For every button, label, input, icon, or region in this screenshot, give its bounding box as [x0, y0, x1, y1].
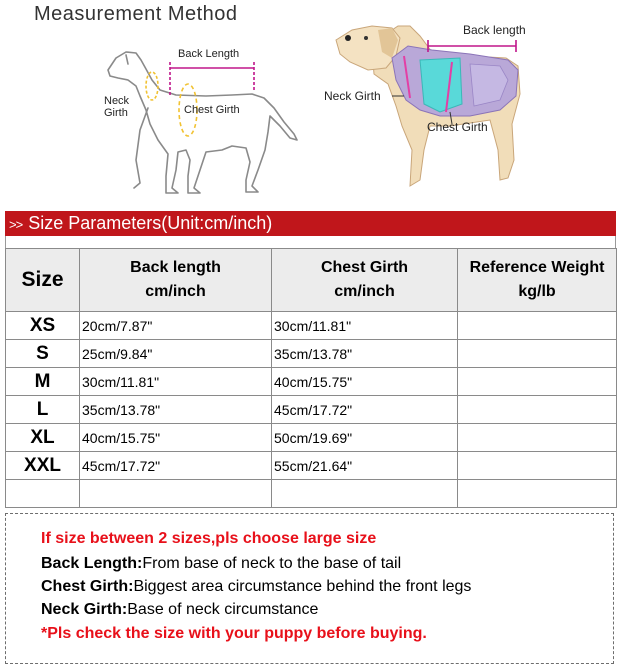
double-chevron-icon: >> [9, 217, 23, 232]
note-back-length-term: Back Length: [41, 555, 143, 572]
header-reference-weight: Reference Weight kg/lb [458, 249, 617, 312]
note-chest-girth-desc: Biggest area circumstance behind the front legs [133, 578, 472, 595]
empty-cell [458, 480, 617, 508]
page-title: Measurement Method [34, 3, 238, 25]
weight-cell [458, 424, 617, 452]
chest-girth-cell: 50cm/19.69" [272, 424, 458, 452]
measurement-diagrams [0, 0, 621, 208]
size-table [5, 248, 617, 508]
note-chest-girth [41, 578, 471, 596]
size-cell: XL [6, 424, 80, 452]
note-neck-girth-desc: Base of neck circumstance [127, 601, 319, 618]
dog-diagrams [0, 0, 621, 208]
header-chest-girth: Chest Girth cm/inch [272, 249, 458, 312]
empty-cell [6, 480, 80, 508]
left-chest-girth-label: Chest Girth [184, 104, 240, 116]
right-neck-girth-label: Neck Girth [324, 89, 381, 103]
chest-girth-cell: 55cm/21.64" [272, 452, 458, 480]
size-parameters-banner [5, 211, 616, 236]
left-dog-outline [108, 52, 297, 193]
size-cell: S [6, 340, 80, 368]
note-chest-girth-term: Chest Girth: [41, 578, 134, 595]
empty-cell [272, 480, 458, 508]
banner-spacer [5, 236, 616, 248]
chest-girth-cell: 35cm/13.78" [272, 340, 458, 368]
right-back-length-label: Back length [463, 23, 526, 37]
weight-cell [458, 312, 617, 340]
weight-cell [458, 396, 617, 424]
weight-cell [458, 340, 617, 368]
header-back-length: Back length cm/inch [80, 249, 272, 312]
back-length-cell: 20cm/7.87" [80, 312, 272, 340]
table-row [6, 424, 617, 452]
note-size-between: If size between 2 sizes,pls choose large size [41, 530, 377, 547]
right-chest-girth-label: Chest Girth [427, 120, 488, 134]
note-check-warning: *Pls check the size with your puppy before buying. [41, 625, 427, 642]
chest-girth-cell: 45cm/17.72" [272, 396, 458, 424]
size-cell: XXL [6, 452, 80, 480]
table-header-row [6, 249, 617, 312]
left-neck-girth-label: Neck Girth [104, 95, 130, 119]
back-length-cell: 35cm/13.78" [80, 396, 272, 424]
back-length-cell: 30cm/11.81" [80, 368, 272, 396]
table-row [6, 312, 617, 340]
note-neck-girth [41, 601, 318, 619]
size-cell: XS [6, 312, 80, 340]
back-length-cell: 25cm/9.84" [80, 340, 272, 368]
table-row [6, 396, 617, 424]
chest-girth-cell: 40cm/15.75" [272, 368, 458, 396]
size-cell: M [6, 368, 80, 396]
note-back-length-desc: From base of neck to the base of tail [142, 555, 402, 572]
weight-cell [458, 452, 617, 480]
left-dog-measures [146, 62, 254, 136]
empty-cell [80, 480, 272, 508]
table-row [6, 452, 617, 480]
size-notes-box [5, 513, 614, 664]
header-size: Size [6, 249, 80, 312]
back-length-cell: 40cm/15.75" [80, 424, 272, 452]
table-row [6, 340, 617, 368]
weight-cell [458, 368, 617, 396]
right-dog-illustration [336, 26, 520, 186]
left-back-length-label: Back Length [178, 48, 240, 60]
note-neck-girth-term: Neck Girth: [41, 601, 128, 618]
table-row [6, 368, 617, 396]
size-cell: L [6, 396, 80, 424]
note-back-length [41, 555, 401, 573]
back-length-cell: 45cm/17.72" [80, 452, 272, 480]
banner-title: Size Parameters(Unit:cm/inch) [28, 213, 273, 233]
table-row-empty [6, 480, 617, 508]
chest-girth-cell: 30cm/11.81" [272, 312, 458, 340]
